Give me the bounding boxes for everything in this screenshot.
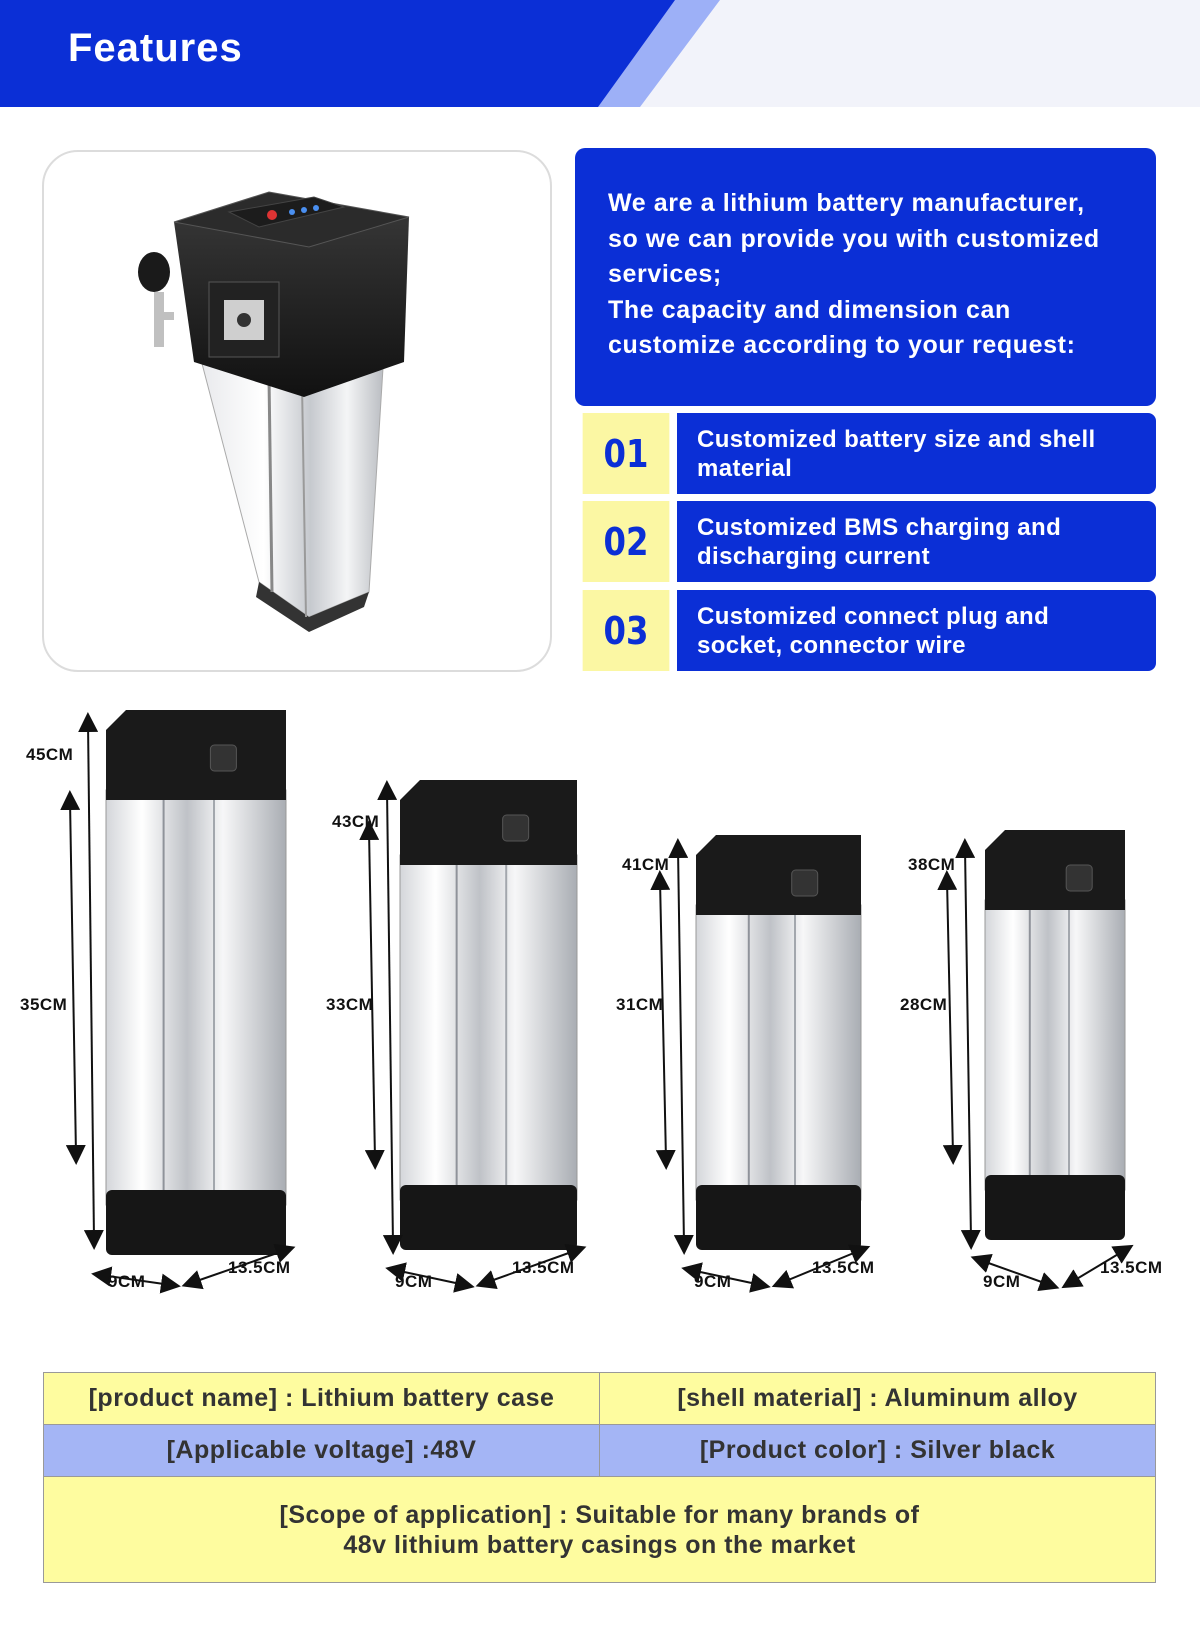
battery-photo: [44, 152, 552, 672]
dimension-label-total: 41CM: [622, 855, 670, 874]
feature-number: 03: [583, 590, 670, 671]
dimension-label-depth: 13.5CM: [1100, 1258, 1163, 1277]
page-title: Features: [68, 26, 243, 70]
spec-voltage: [Applicable voltage] :48V: [166, 1436, 477, 1464]
spec-row: [44, 1373, 1155, 1425]
height-arrow-body: [660, 880, 666, 1160]
header-banner: [0, 0, 1200, 107]
dimension-diagram: [0, 700, 1200, 1320]
dimension-label-width: 9CM: [395, 1272, 433, 1291]
feature-text: [677, 413, 1156, 494]
height-arrow-total: [387, 790, 393, 1245]
feature-row-01: [575, 413, 1156, 494]
dimension-label-depth: 13.5CM: [228, 1258, 291, 1277]
battery-top-cap: [106, 710, 286, 800]
battery-top-cap: [696, 835, 861, 915]
battery-bottom-cap: [400, 1185, 577, 1250]
intro-line: services;: [608, 260, 722, 288]
battery-socket: [503, 815, 529, 841]
product-photo-frame: [42, 150, 552, 672]
dimension-label-total: 43CM: [332, 812, 380, 831]
battery-body: [985, 900, 1125, 1190]
intro-line: We are a lithium battery manufacturer,: [608, 189, 1085, 217]
battery-top-cap: [985, 830, 1125, 910]
battery-bottom-cap: [696, 1185, 861, 1250]
height-arrow-body: [947, 880, 953, 1155]
feature-text-line: discharging current: [697, 542, 930, 570]
feature-number: 01: [583, 413, 670, 494]
feature-number: 02: [583, 501, 670, 582]
feature-row-02: [575, 501, 1156, 582]
dimension-label-body: 35CM: [20, 995, 68, 1014]
dimension-label-width: 9CM: [983, 1272, 1021, 1291]
feature-text: [677, 501, 1156, 582]
height-arrow-total: [965, 848, 971, 1240]
height-arrow-total: [88, 722, 94, 1240]
spec-product-name: [product name] : Lithium battery case: [88, 1384, 555, 1412]
spec-scope: [44, 1477, 1155, 1582]
dimension-label-width: 9CM: [108, 1272, 146, 1291]
spec-shell-material: [shell material] : Aluminum alloy: [599, 1373, 1155, 1424]
battery-socket: [1066, 865, 1092, 891]
battery-socket: [792, 870, 818, 896]
feature-text-line: Customized battery size and shell: [697, 425, 1096, 453]
dimension-label-total: 38CM: [908, 855, 956, 874]
feature-row-03: [575, 590, 1156, 671]
battery-top-cap: [400, 780, 577, 865]
spec-scope-line: [Scope of application] : Suitable for many brands of: [279, 1500, 920, 1529]
dimension-label-depth: 13.5CM: [812, 1258, 875, 1277]
intro-line: The capacity and dimension can: [608, 295, 1011, 324]
battery-body: [106, 790, 286, 1205]
spec-table: [43, 1372, 1156, 1583]
feature-text: [677, 590, 1156, 671]
intro-box: [575, 148, 1156, 406]
battery-socket: [210, 745, 236, 771]
battery-drawings: [0, 700, 1200, 1320]
dimension-label-depth: 13.5CM: [512, 1258, 575, 1277]
battery-body: [696, 905, 861, 1200]
battery-bottom-cap: [985, 1175, 1125, 1240]
dimension-label-body: 28CM: [900, 995, 948, 1014]
feature-text-line: material: [697, 454, 793, 482]
intro-line: so we can provide you with customized: [608, 224, 1100, 253]
intro-line: customize according to your request:: [608, 331, 1076, 359]
dimension-label-width: 9CM: [694, 1272, 732, 1291]
height-arrow-body: [70, 800, 76, 1155]
dimension-label-body: 33CM: [326, 995, 374, 1014]
spec-color: [Product color] : Silver black: [599, 1425, 1155, 1476]
feature-text-line: Customized connect plug and: [697, 602, 1050, 630]
spec-scope-line: 48v lithium battery casings on the market: [343, 1530, 856, 1559]
spec-row: [44, 1425, 1155, 1477]
feature-text-line: socket, connector wire: [697, 631, 966, 659]
height-arrow-total: [678, 848, 684, 1245]
dimension-label-total: 45CM: [26, 745, 74, 764]
battery-bottom-cap: [106, 1190, 286, 1255]
battery-body: [400, 855, 577, 1200]
spec-row: [44, 1477, 1155, 1582]
dimension-label-body: 31CM: [616, 995, 664, 1014]
feature-text-line: Customized BMS charging and: [697, 513, 1062, 541]
